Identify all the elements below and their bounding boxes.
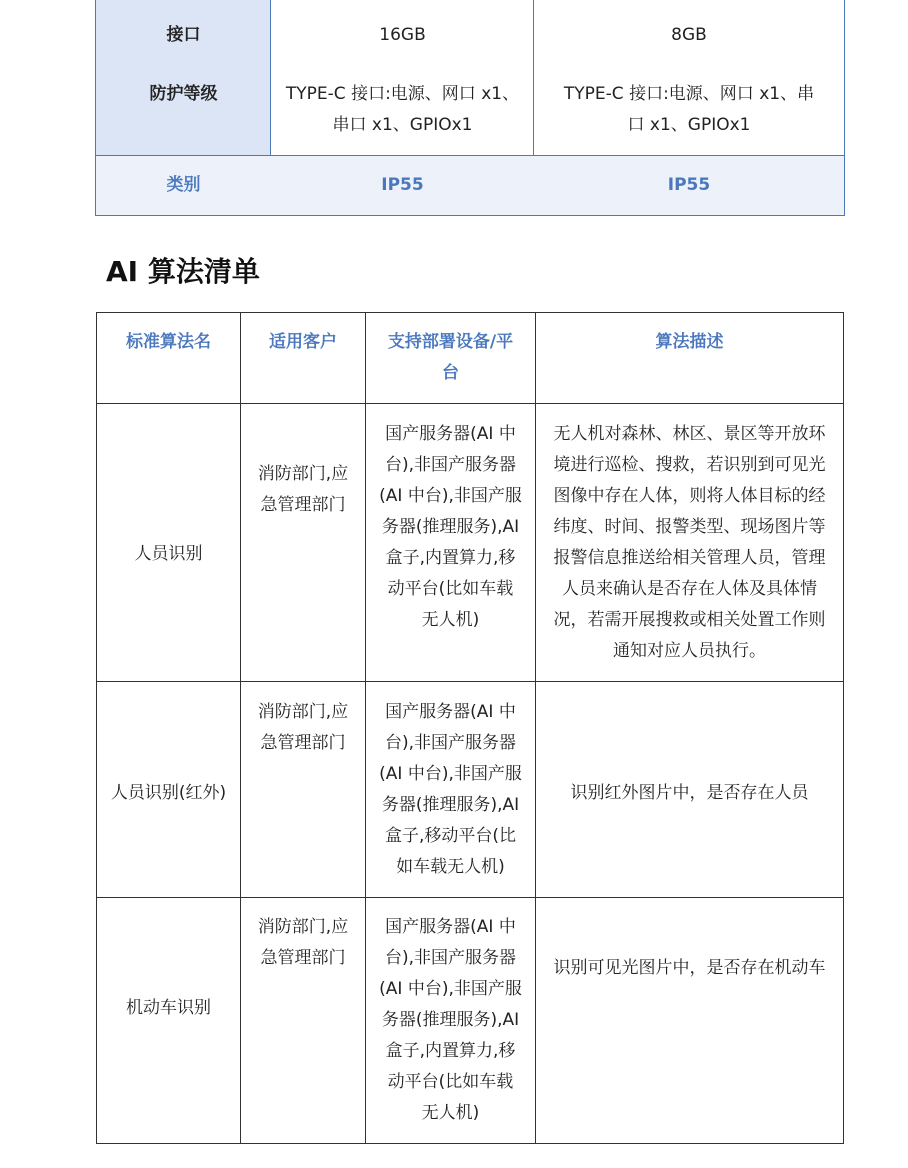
- row-divider: [97, 897, 843, 898]
- label-interface: 接口: [166, 25, 201, 45]
- col1-rating: IP55: [381, 175, 424, 195]
- algorithm-table: [96, 312, 844, 1144]
- header-device-line2: 台: [442, 363, 459, 383]
- header-device-line1: 支持部署设备/平: [387, 332, 514, 352]
- col2-ports-line1: TYPE-C 接口:电源、网口 x1、串: [563, 84, 815, 104]
- row1-device: 国产服务器(AI 中 台),非国产服务器 (AI 中台),非国产服 务器(推理服务),AI 盒子,内置算力,移 动平台(比如车载 无人机): [379, 424, 522, 630]
- row3-name: 机动车识别: [126, 998, 211, 1018]
- row-divider: [97, 403, 843, 404]
- col1-ports-line2: 串口 x1、GPIOx1: [332, 115, 473, 135]
- row2-desc: 识别红外图片中，是否存在人员: [570, 783, 809, 803]
- row3-desc: 识别可见光图片中，是否存在机动车: [553, 958, 826, 978]
- col1-memory: 16GB: [379, 25, 426, 45]
- label-protection: 防护等级: [149, 84, 218, 104]
- col2-memory: 8GB: [671, 25, 707, 45]
- label-category: 类别: [166, 175, 201, 195]
- col2-ports-line2: 口 x1、GPIOx1: [627, 115, 751, 135]
- row3-customer: 消防部门,应 急管理部门: [257, 917, 349, 968]
- row2-name: 人员识别(红外): [110, 783, 227, 803]
- row-divider: [97, 681, 843, 682]
- header-desc: 算法描述: [655, 332, 724, 352]
- header-customer: 适用客户: [269, 332, 337, 352]
- col1-ports-line1: TYPE-C 接口:电源、网口 x1、: [285, 84, 520, 104]
- row1-name: 人员识别: [134, 544, 203, 564]
- row1-customer: 消防部门,应 急管理部门: [257, 464, 349, 515]
- row2-device: 国产服务器(AI 中 台),非国产服务器 (AI 中台),非国产服 务器(推理服务),AI 盒子,移动平台(比 如车载无人机): [379, 702, 522, 877]
- spec-table: [95, 0, 845, 216]
- section-heading: AI 算法清单: [106, 255, 260, 288]
- row3-device: 国产服务器(AI 中 台),非国产服务器 (AI 中台),非国产服 务器(推理服务),AI 盒子,内置算力,移 动平台(比如车载 无人机): [379, 917, 522, 1123]
- row1-desc: 无人机对森林、林区、景区等开放环 境进行巡检、搜救，若识别到可见光 图像中存在人体，则将人体目标的经 纬度、时间、报警类型、现场图片等 报警信息推送给相关管理人员，管理 人员来确认是否存在人体及具体情 况，若需开展搜救或相关处置工作则 通知对应人员执行。: [553, 424, 826, 661]
- row2-customer: 消防部门,应 急管理部门: [257, 702, 349, 753]
- header-name: 标准算法名: [126, 332, 211, 352]
- col2-rating: IP55: [667, 175, 711, 195]
